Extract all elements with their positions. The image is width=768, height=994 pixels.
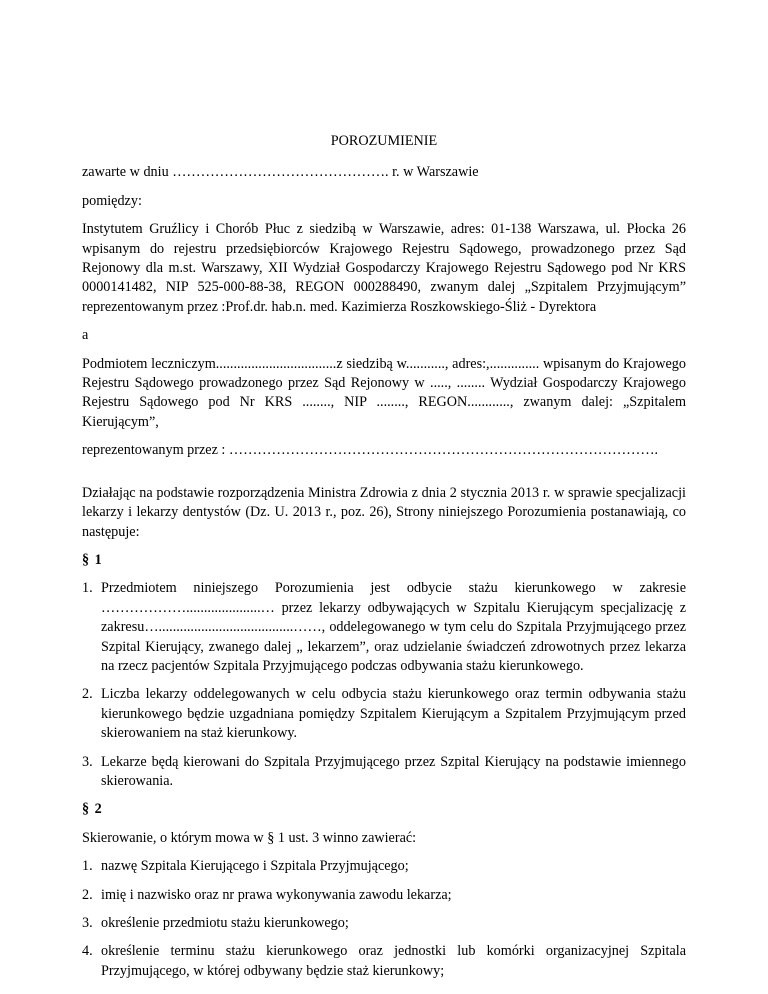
list-item-number: 2.: [82, 686, 93, 703]
list-item-number: 4.: [82, 943, 93, 960]
list-item-text: nazwę Szpitala Kierującego i Szpitala Przyjmującego;: [101, 858, 409, 875]
list-item-number: 3.: [82, 753, 93, 770]
list-item-number: 3.: [82, 915, 93, 931]
and-label: a: [82, 327, 89, 344]
document-page: [82, 132, 686, 990]
list-item-text: określenie terminu stażu kierunkowego oraz jednostki lub komórki organizacyjnej Szpitala Przyjmującego, w której odbywany będzie staż kierunkowy;: [101, 943, 686, 979]
list-item-text: Lekarze będą kierowani do Szpitala Przyjmującego przez Szpital Kierujący na podstawie imiennego skierowania.: [101, 753, 686, 789]
list-item: [82, 685, 686, 743]
represented-line: reprezentowanym przez : ……………………………………………………………………………….: [82, 442, 659, 459]
legal-basis-paragraph: Działając na podstawie rozporządzenia Ministra Zdrowia z dnia 2 stycznia 2013 r. w sprawie specjalizacji lekarzy i lekarzy dentystów (Dz. U. 2013 r., poz. 26), Strony niniejszego Porozumienia postanawiają, co następuje:: [82, 484, 686, 540]
list-item: [82, 753, 686, 792]
list-item: [82, 579, 686, 676]
list-item: [82, 886, 686, 905]
list-item: [82, 857, 686, 876]
between-label: pomiędzy:: [82, 192, 142, 209]
list-item-text: Przedmiotem niniejszego Porozumienia jest odbycie stażu kierunkowego w zakresie ……………….....................… przez lekarzy odbywających w Szpitalu Kierującym specjalizację z zakresu…......................................……, oddelegowanego w tym celu do Szpitala Przyjmującego przez Szpital Kierujący, zwanego dalej „ lekarzem”, oraz udzielanie świadczeń zdrowotnych przez lekarza na rzecz pacjentów Szpitala Przyjmującego podczas odbywania stażu kierunkowego.: [101, 580, 686, 674]
section2-heading: § 2: [82, 801, 103, 818]
list-item: [82, 914, 686, 933]
document-title: POROZUMIENIE: [330, 133, 438, 149]
section2-list: [82, 857, 686, 981]
list-item-text: imię i nazwisko oraz nr prawa wykonywania zawodu lekarza;: [101, 886, 452, 903]
list-item-text: określenie przedmiotu stażu kierunkowego;: [101, 915, 349, 931]
party1-paragraph: Instytutem Gruźlicy i Chorób Płuc z siedzibą w Warszawie, adres: 01-138 Warszawa, ul. Płocka 26 wpisanym do rejestru przedsiębiorców Krajowego Rejestru Sądowego, prowadzonego przez Sąd Rejonowy dla m.st. Warszawy, XII Wydział Gospodarczy Krajowego Rejestru Sądowego pod Nr KRS 0000141482, NIP 525-000-88-38, REGON 000288490, zwanym dalej „Szpitalem Przyjmującym” reprezentowanym przez :Prof.dr. hab.n. med. Kazimierza Roszkowskiego-Śliż - Dyrektora: [82, 221, 686, 315]
list-item-number: 1.: [82, 580, 93, 597]
party2-paragraph: Podmiotem leczniczym..................................z siedzibą w..........., adres:,.............. wpisanym do Krajowego Rejestru Sądowego prowadzonego przez Sąd Rejonowy w ....., ........ Wydział Gospodarczy Krajowego Rejestru Sądowego pod Nr KRS ........, NIP ........, REGON............, zwanym dalej: „Szpitalem Kierującym”,: [82, 355, 686, 430]
list-item-number: 1.: [82, 858, 93, 875]
intro-line: zawarte w dniu ………………………………………. r. w Warszawie: [82, 164, 479, 181]
list-item-text: Liczba lekarzy oddelegowanych w celu odbycia stażu kierunkowego oraz termin odbywania stażu kierunkowego będzie uzgadniana pomiędzy Szpitalem Kierującym a Szpitalem Przyjmującym przed skierowaniem na staż kierunkowy.: [101, 686, 686, 742]
list-item-number: 2.: [82, 886, 93, 903]
section2-intro: Skierowanie, o którym mowa w § 1 ust. 3 winno zawierać:: [82, 829, 417, 846]
list-item: [82, 942, 686, 981]
section1-list: [82, 579, 686, 791]
section1-heading: § 1: [82, 551, 103, 568]
